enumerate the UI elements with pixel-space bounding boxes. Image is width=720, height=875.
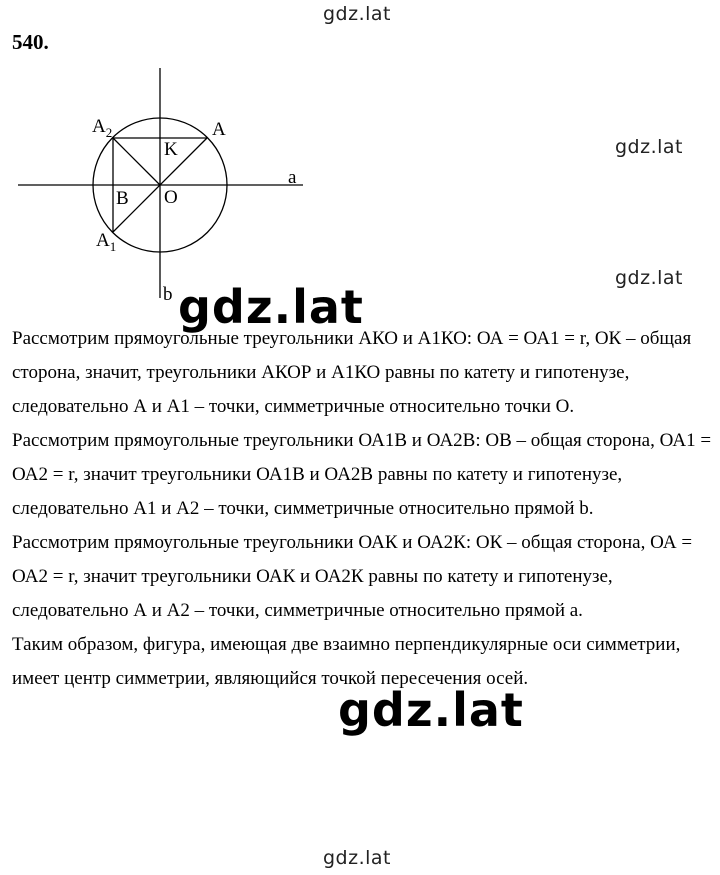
label-o: O <box>164 187 178 208</box>
label-a1: $A_1$ <box>96 230 117 254</box>
solution-paragraph: Рассмотрим прямоугольные треугольники ОА1В и ОА2В: ОВ – общая сторона, ОА1 = ОА2 = r, значит треугольники ОА1В и ОА2В равны по катету и гипотенузе, следовательно А1 и А2 – точки, симметричные относительно прямой b. <box>12 430 712 519</box>
watermark-bottom: gdz.lat <box>323 847 392 869</box>
label-b-point: B <box>116 188 129 209</box>
watermark-right-2: gdz.lat <box>615 267 684 289</box>
watermark-big-2: gdz.lat <box>338 683 524 737</box>
geometry-diagram <box>0 60 340 310</box>
watermark-right-1: gdz.lat <box>615 136 684 158</box>
label-k: K <box>164 139 178 160</box>
label-a: A <box>212 119 226 140</box>
label-axis-a: a <box>288 167 297 188</box>
watermark-top: gdz.lat <box>323 3 392 25</box>
problem-number: 540. <box>12 30 49 54</box>
label-axis-b: b <box>163 284 173 305</box>
segment-a2-o <box>113 138 160 185</box>
label-a2: $A_2$ <box>92 116 113 140</box>
solution-paragraph: Таким образом, фигура, имеющая две взаимно перпендикулярные оси симметрии, имеет центр симметрии, являющийся точкой пересечения осей. <box>12 634 681 689</box>
solution-paragraph: Рассмотрим прямоугольные треугольники АКО и А1КО: ОА = ОА1 = r, ОК – общая сторона, значит, треугольники АКОР и А1КО равны по катету и гипотенузе, следовательно А и А1 – точки, симметричные относительно точки О. <box>12 328 692 417</box>
watermark-big-1: gdz.lat <box>178 280 364 334</box>
solution-text <box>12 322 712 696</box>
solution-paragraph: Рассмотрим прямоугольные треугольники ОАК и ОА2К: ОК – общая сторона, ОА = ОА2 = r, значит треугольники ОАК и ОА2К равны по катету и гипотенузе, следовательно А и А2 – точки, симметричные относительно прямой а. <box>12 532 693 621</box>
